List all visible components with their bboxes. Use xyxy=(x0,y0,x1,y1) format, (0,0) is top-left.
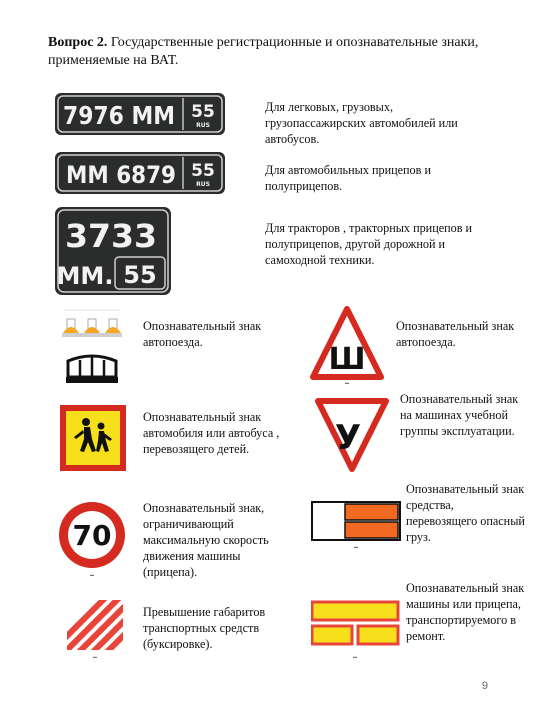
plate-number: 3733 xyxy=(65,217,157,255)
plate-region: 55 xyxy=(123,261,157,289)
dangerous-goods-caption: Опознавательный знак средства, перевозящего опасный груз. xyxy=(406,482,525,544)
svg-text:▬: ▬ xyxy=(354,544,358,549)
tractor-plate xyxy=(55,207,171,295)
spikes-letter: Ш xyxy=(328,342,366,377)
plate-number: 7976 ММ xyxy=(63,101,175,130)
learner-triangle-sign xyxy=(315,397,389,477)
spikes-triangle-sign xyxy=(310,305,384,385)
plate-country: RUS xyxy=(196,181,210,188)
plate-number: ММ 6879 xyxy=(66,161,176,189)
page-number: 9 xyxy=(481,680,488,692)
plate-caption: Для автомобильных прицепов и полуприцепов. xyxy=(265,163,431,193)
passenger-car-plate xyxy=(55,93,225,135)
learner-letter: У xyxy=(334,418,362,458)
speed-limit-sign xyxy=(58,498,128,578)
children-transport-sign xyxy=(58,403,128,475)
trailer-plate xyxy=(55,152,225,194)
repair-tow-sign xyxy=(311,600,403,660)
svg-text:▬: ▬ xyxy=(90,572,94,577)
plate-region: 55 xyxy=(191,102,215,122)
svg-text:▬: ▬ xyxy=(353,654,357,659)
question-text: Государственные регистрационные и опознавательные знаки, применяемые на ВАТ. xyxy=(48,35,479,68)
question-number: Вопрос 2. xyxy=(48,35,108,50)
spikes-caption: Опознавательный знак автопоезда. xyxy=(396,319,515,349)
speed-value: 70 xyxy=(72,519,112,552)
plate-caption: Для тракторов , тракторных прицепов и полуприцепов, другой дорожной и самоходной техники. xyxy=(265,221,473,267)
children-caption: Опознавательный знак автомобиля или автобуса , перевозящего детей. xyxy=(143,410,280,456)
road-train-caption: Опознавательный знак автопоезда. xyxy=(143,319,262,349)
question-heading xyxy=(48,34,518,70)
road-train-lights-sign xyxy=(60,303,125,393)
plate-caption: Для легковых, грузовых, грузопассажирских автомобилей или автобусов. xyxy=(265,100,458,146)
svg-text:▬: ▬ xyxy=(93,654,97,659)
plate-region: 55 xyxy=(191,161,215,181)
plate-letters: ММ. xyxy=(56,262,114,290)
speed-limit-caption: Опознавательный знак, ограничивающий максимальную скорость движения машины (прицепа). xyxy=(143,501,269,579)
learner-caption: Опознавательный знак на машинах учебной группы эксплуатации. xyxy=(400,392,519,438)
oversize-sign xyxy=(65,598,125,660)
oversize-caption: Превышение габаритов транспортных средств (буксировке). xyxy=(143,605,266,651)
repair-tow-caption: Опознавательный знак машины или прицепа, транспортируемого в ремонт. xyxy=(406,581,525,643)
dangerous-goods-sign xyxy=(311,500,403,550)
svg-text:▬: ▬ xyxy=(345,380,349,385)
plate-country: RUS xyxy=(196,122,210,129)
